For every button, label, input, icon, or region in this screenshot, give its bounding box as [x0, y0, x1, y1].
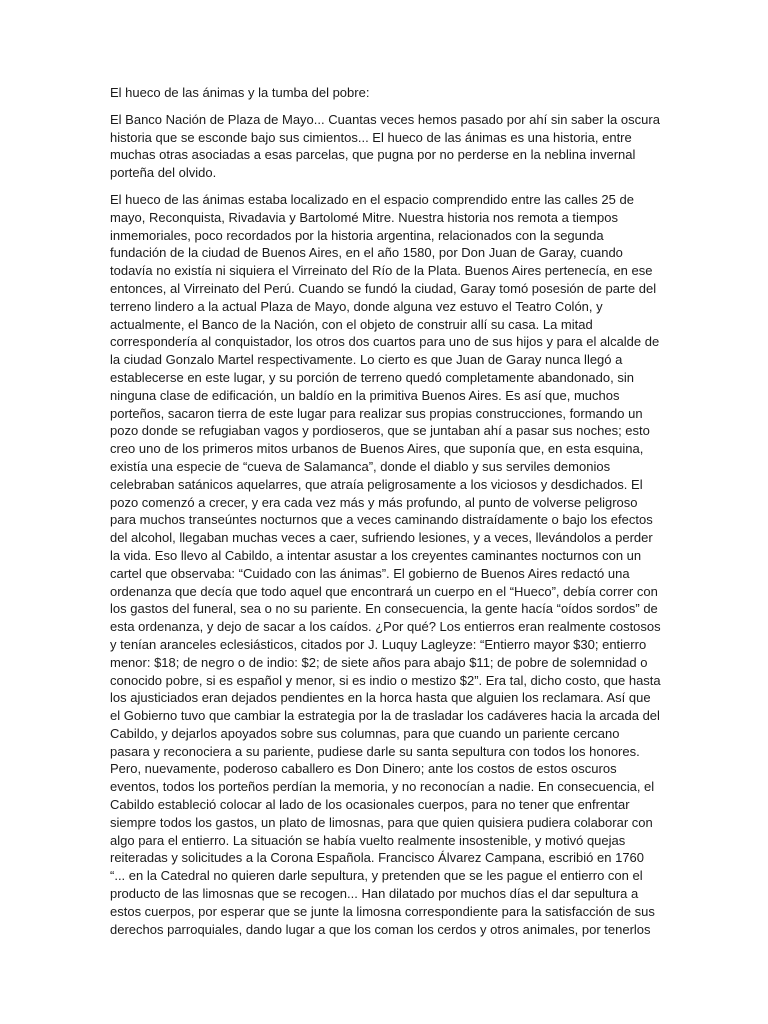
paragraph-history: El hueco de las ánimas estaba localizado en el espacio comprendido entre las calles 25 de mayo, Reconquista, Rivadavia y Bartolomé Mitre. Nuestra historia nos remota a tiempos inmemoriales, poco recordados por la historia argentina, relacionados con la segunda fundación de la ciudad de Buenos Aires, en el año 1580, por Don Juan de Garay, cuando todavía no existía ni siquiera el Virreinato del Río de la Plata. Buenos Aires pertenecía, en ese entonces, al Virreinato del Perú. Cuando se fundó la ciudad, Garay tomó posesión de parte del terreno lindero a la actual Plaza de Mayo, donde alguna vez estuvo el Teatro Colón, y actualmente, el Banco de la Nación, con el objeto de construir allí su casa. La mitad correspondería al conquistador, los otros dos cuartos para uno de sus hijos y para el alcalde de la ciudad Gonzalo Martel respectivamente. Lo cierto es que Juan de Garay nunca llegó a establecerse en este lugar, y su porción de terreno quedó completamente abandonado, sin ninguna clase de edificación, un baldío en la primitiva Buenos Aires. Es así que, muchos porteños, sacaron tierra de este lugar para realizar sus propias construcciones, formando un pozo donde se refugiaban vagos y pordioseros, que se juntaban ahí a pasar sus noches; esto creo uno de los primeros mitos urbanos de Buenos Aires, que suponía que, en esta esquina, existía una especie de “cueva de Salamanca”, donde el diablo y sus serviles demonios celebraban satánicos aquelarres, que atraía peligrosamente a los viciosos y desdichados. El pozo comenzó a crecer, y era cada vez más y más profundo, al punto de volverse peligroso para muchos transeúntes nocturnos que a veces caminando distraídamente o bajo los efectos del alcohol, llegaban muchas veces a caer, sufriendo lesiones, y a veces, llevándolos a perder la vida. Eso llevo al Cabildo, a intentar asustar a los creyentes caminantes nocturnos con un cartel que observaba: “Cuidado con las ánimas”. El gobierno de Buenos Aires redactó una ordenanza que decía que todo aquel que encontrará un cuerpo en el “Hueco”, debía correr con los gastos del funeral, sea o no su pariente. En consecuencia, la gente hacía “oídos sordos” de esta ordenanza, y dejo de sacar a los caídos. ¿Por qué? Los entierros eran realmente costosos y tenían aranceles eclesiásticos, citados por J. Luquy Lagleyze: “Entierro mayor $30; entierro menor: $18; de negro o de indio: $2; de siete años para abajo $11; de pobre de solemnidad o conocido pobre, si es español y menor, si es indio o mestizo $2”. Era tal, dicho costo, que hasta los ajusticiados eran dejados pendientes en la horca hasta que alguien los reclamara. Así que el Gobierno tuvo que cambiar la estrategia por la de trasladar los cadáveres hacia la arcada del Cabildo, y dejarlos apoyados sobre sus columnas, para que cuando un pariente cercano pasara y reconociera a su pariente, pudiese darle su santa sepultura con todos los honores. Pero, nuevamente, poderoso caballero es Don Dinero; ante los costos de estos oscuros eventos, todos los porteños perdían la memoria, y no reconocían a nadie. En consecuencia, el Cabildo estableció colocar al lado de los ocasionales cuerpos, para no tener que enfrentar siempre todos los gastos, un plato de limosnas, para que quien quisiera pudiera colaborar con algo para el entierro. La situación se había vuelto realmente insostenible, y motivó quejas reiteradas y solicitudes a la Corona Española. Francisco Álvarez Campana, escribió en 1760 “... en la Catedral no quieren darle sepultura, y pretenden que se les pague el entierro con el producto de las limosnas que se recogen... Han dilatado por muchos días el dar sepultura a estos cuerpos, por esperar que se junte la limosna correspondiente para la satisfacción de sus derechos parroquiales, dando lugar a que los coman los cerdos y otros animales, por tenerlos: [110, 191, 661, 937]
document-page: [110, 84, 662, 947]
document-title: El hueco de las ánimas y la tumba del pobre:: [110, 85, 370, 100]
paragraph-intro: El Banco Nación de Plaza de Mayo... Cuantas veces hemos pasado por ahí sin saber la oscura historia que se esconde bajo sus cimientos... El hueco de las ánimas es una historia, entre muchas otras asociadas a esas parcelas, que pugna por no perderse en la neblina invernal porteña del olvido.: [110, 111, 660, 181]
